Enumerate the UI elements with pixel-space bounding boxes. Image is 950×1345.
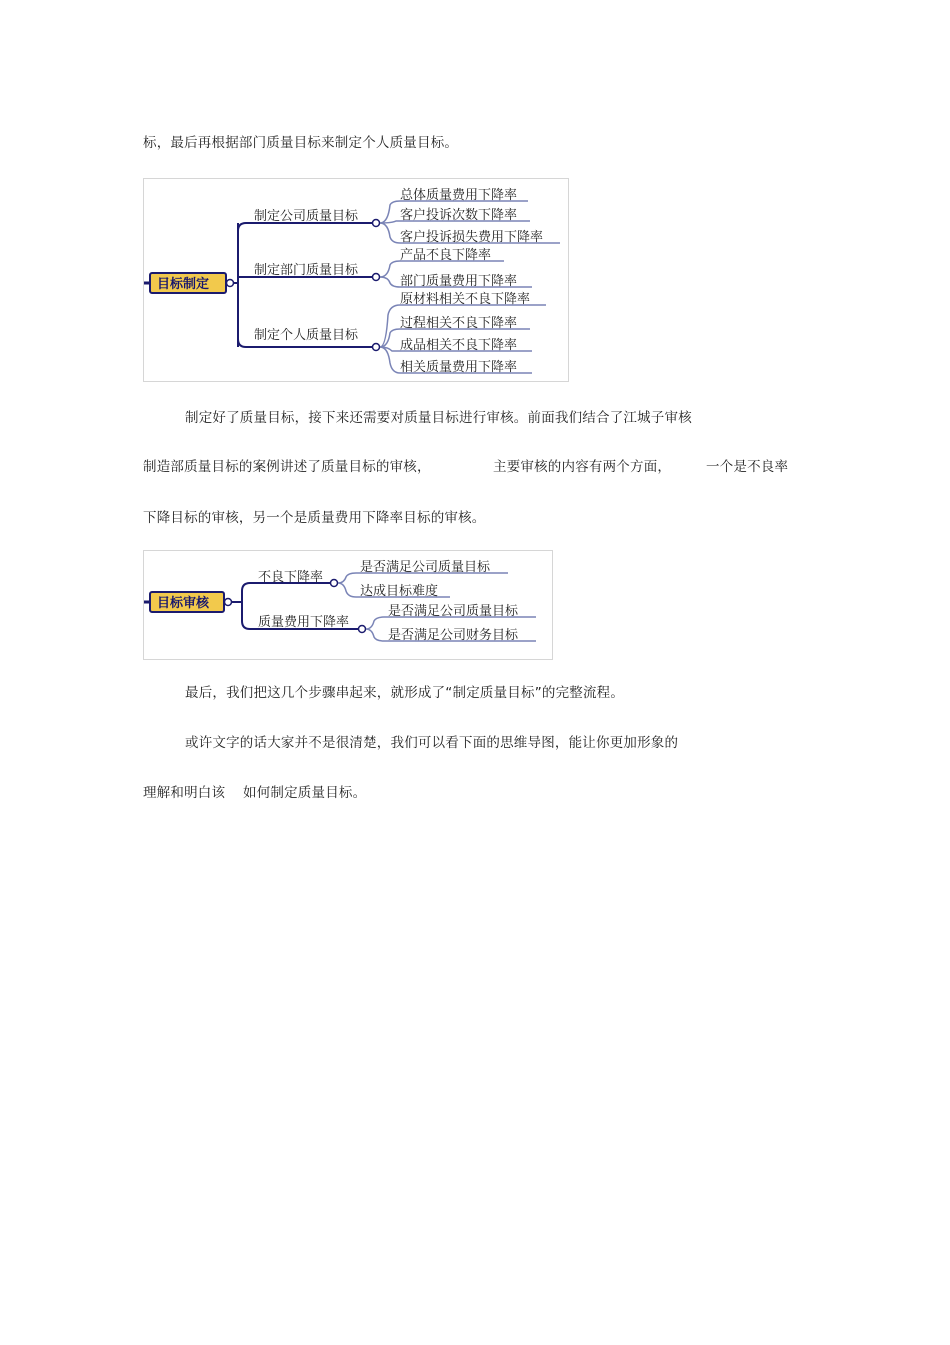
mindmap-goal-setting bbox=[143, 178, 569, 382]
leaf-label: 是否满足公司财务目标 bbox=[388, 628, 519, 643]
paragraph-line: 如何制定质量目标。 bbox=[243, 785, 367, 801]
paragraph-line: 制造部质量目标的案例讲述了质量目标的审核， bbox=[143, 459, 431, 475]
mindmap-goal-review bbox=[143, 550, 553, 660]
mindmap-goal-review-diagram bbox=[144, 551, 552, 659]
branch-label: 质量费用下降率 bbox=[258, 615, 350, 630]
paragraph-line: 理解和明白该 bbox=[143, 785, 226, 801]
leaf-label: 成品相关不良下降率 bbox=[400, 338, 518, 353]
paragraph-line: 一个是不良率 bbox=[706, 459, 789, 475]
mindmap-goal-setting-diagram bbox=[144, 179, 568, 381]
leaf-label: 客户投诉损失费用下降率 bbox=[400, 230, 544, 245]
paragraph-line: 或许文字的话大家并不是很清楚，我们可以看下面的思维导图，能让你更加形象的 bbox=[185, 735, 679, 751]
paragraph-line: 最后，我们把这几个步骤串起来，就形成了“制定质量目标”的完整流程。 bbox=[185, 685, 625, 701]
root-node-label: 目标制定 bbox=[157, 277, 210, 292]
branch-label: 不良下降率 bbox=[258, 570, 324, 585]
branch-label: 制定部门质量目标 bbox=[254, 263, 359, 278]
leaf-label: 客户投诉次数下降率 bbox=[400, 208, 518, 223]
leaf-label: 相关质量费用下降率 bbox=[400, 360, 518, 375]
paragraph-line: 主要审核的内容有两个方面， bbox=[493, 459, 672, 475]
leaf-label: 产品不良下降率 bbox=[400, 248, 492, 263]
leaf-label: 达成目标难度 bbox=[360, 584, 439, 599]
paragraph-line: 下降目标的审核，另一个是质量费用下降率目标的审核。 bbox=[143, 510, 486, 526]
leaf-label: 是否满足公司质量目标 bbox=[388, 604, 519, 619]
paragraph-line: 标，最后再根据部门质量目标来制定个人质量目标。 bbox=[143, 135, 459, 151]
leaf-label: 总体质量费用下降率 bbox=[400, 188, 518, 203]
root-node-label: 目标审核 bbox=[157, 596, 210, 611]
branch-label: 制定个人质量目标 bbox=[254, 328, 359, 343]
leaf-label: 是否满足公司质量目标 bbox=[360, 560, 491, 575]
leaf-label: 原材料相关不良下降率 bbox=[400, 292, 531, 307]
leaf-label: 过程相关不良下降率 bbox=[400, 316, 518, 331]
leaf-label: 部门质量费用下降率 bbox=[400, 274, 518, 289]
paragraph-line: 制定好了质量目标，接下来还需要对质量目标进行审核。前面我们结合了江城子审核 bbox=[185, 410, 692, 426]
branch-label: 制定公司质量目标 bbox=[254, 209, 359, 224]
